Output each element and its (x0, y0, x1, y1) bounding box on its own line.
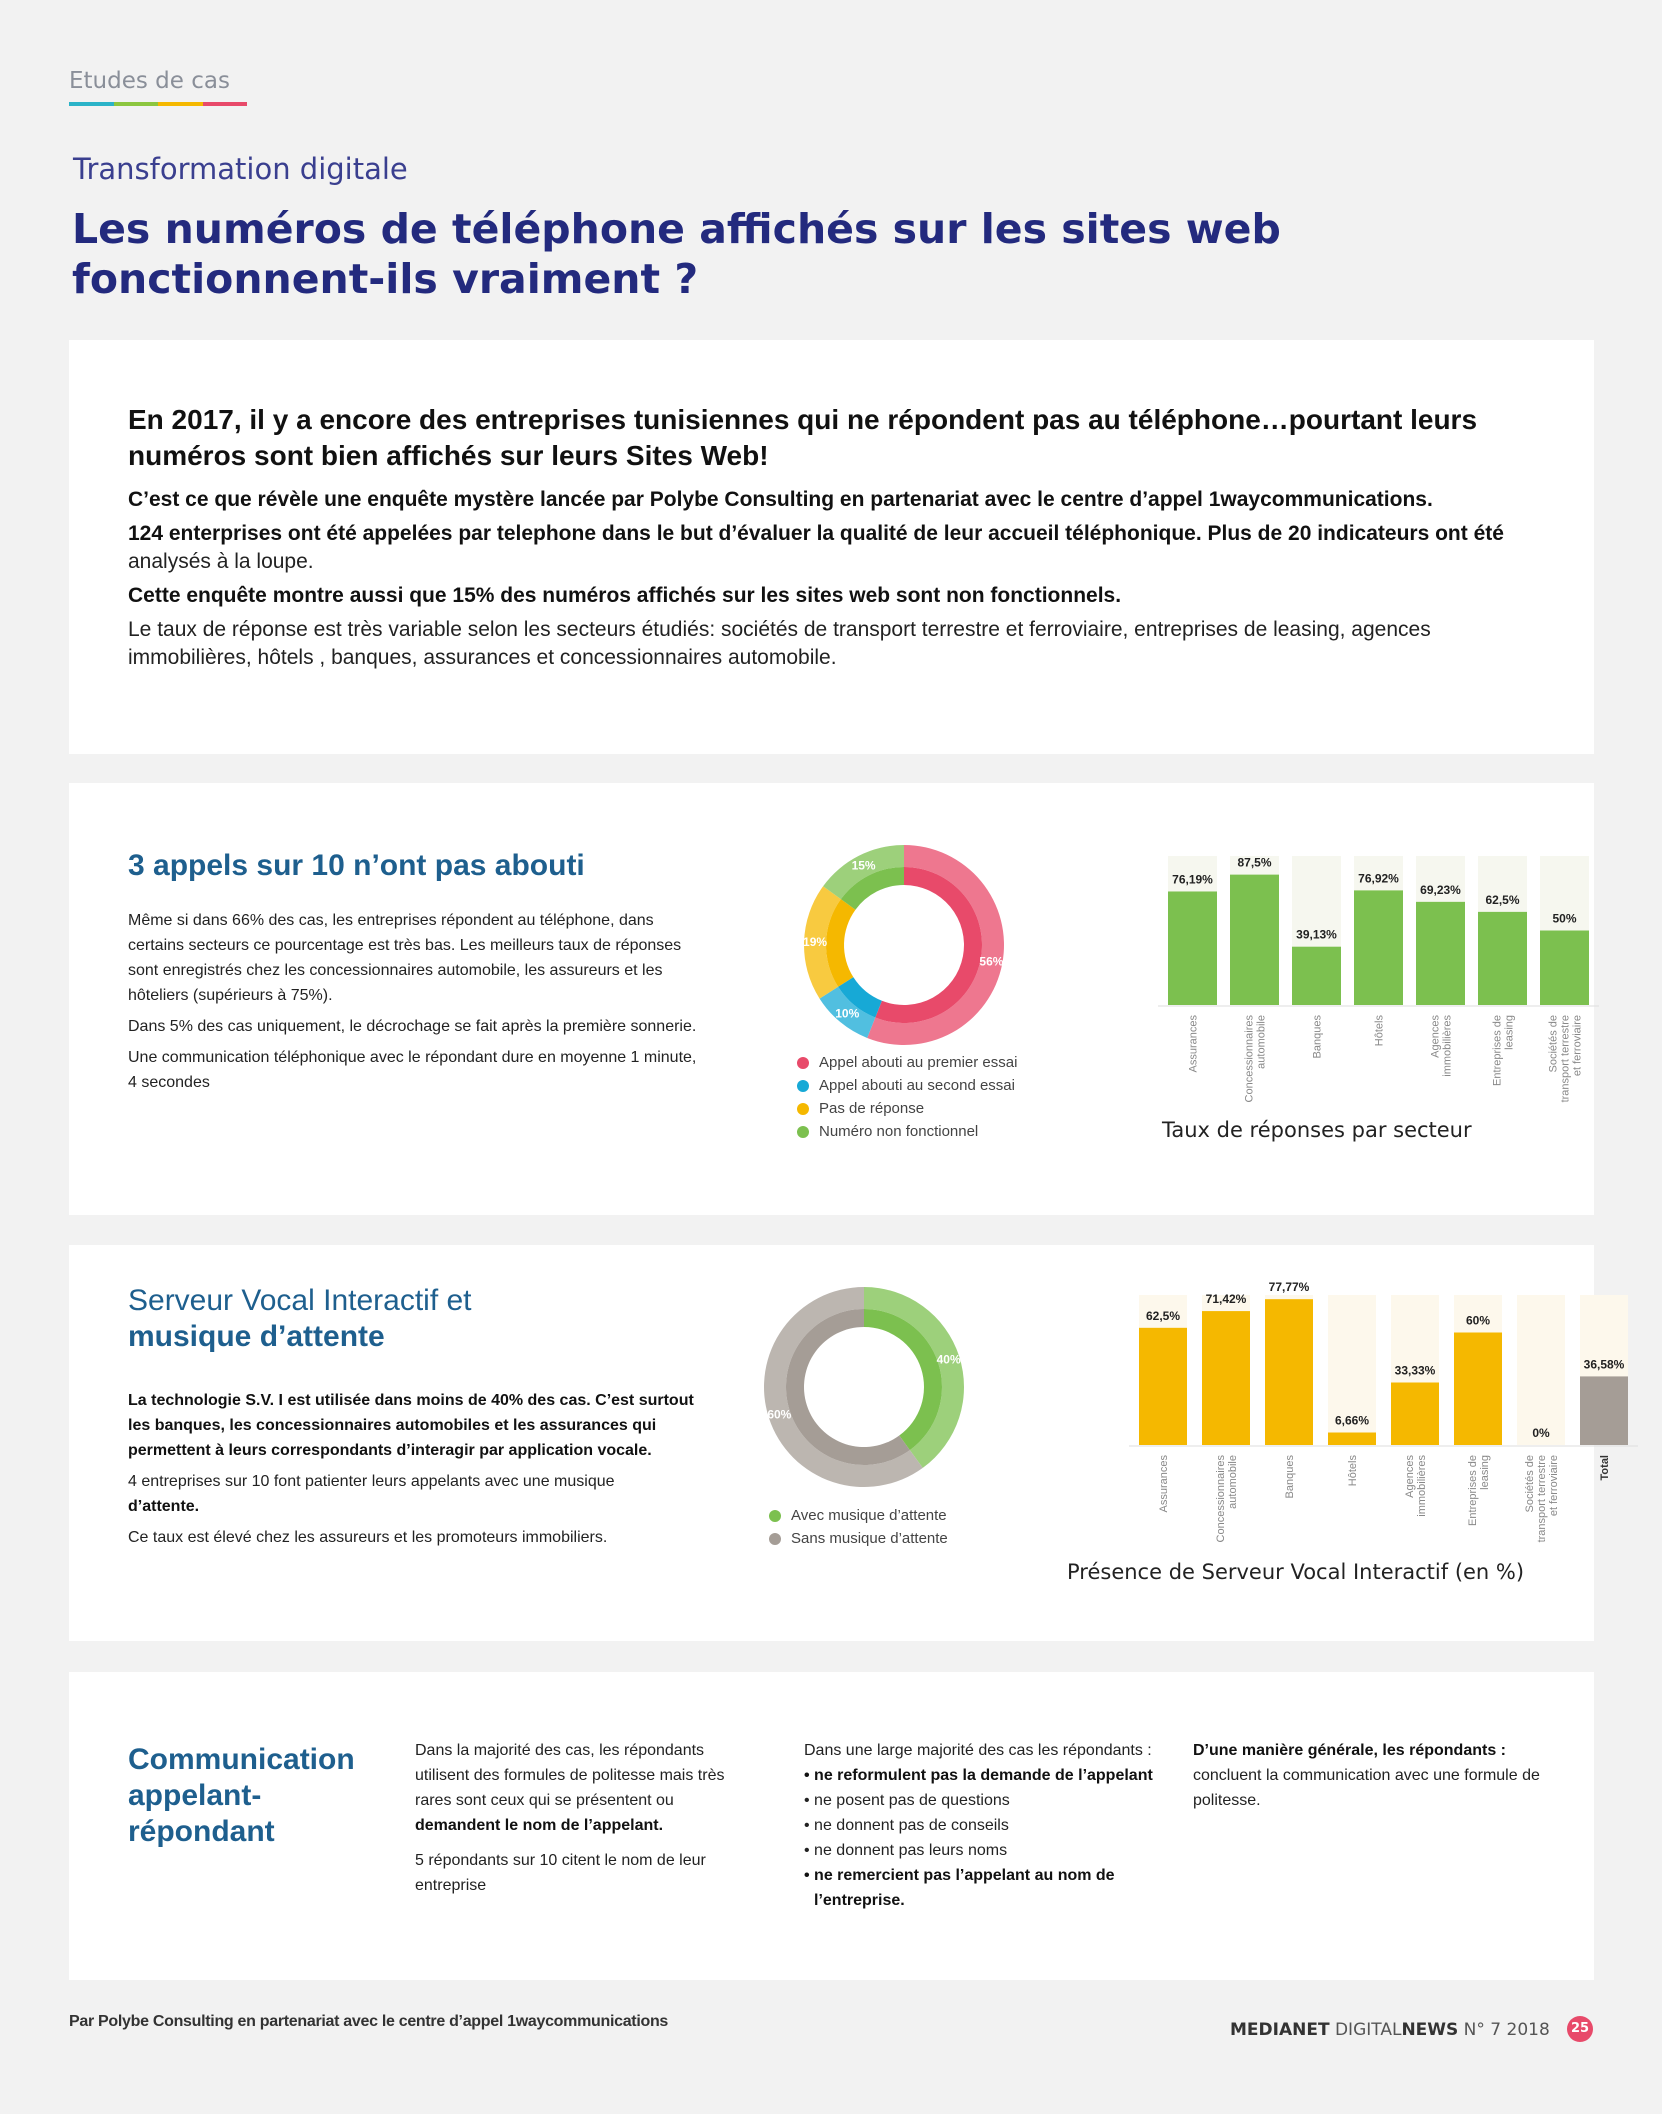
legend-swatch (797, 1057, 809, 1069)
category-label (1492, 1015, 1516, 1086)
intro-lead: En 2017, il y a encore des entreprises tunisiennes qui ne répondent pas au téléphone…pourtant leurs (128, 404, 1478, 435)
tag-bar-segment (158, 102, 203, 106)
intro-lead: numéros sont bien affichés sur leurs Sites Web! (128, 440, 769, 471)
legend-label: Numéro non fonctionnel (819, 1123, 979, 1140)
category-label-line: Assurances (1187, 1015, 1200, 1073)
behaviour-list-item: • ne posent pas de questions (804, 1792, 1010, 1809)
tag-bar-segment (114, 102, 159, 106)
category-label-line: Total (1599, 1455, 1611, 1481)
donut-value-label: 10% (835, 1006, 860, 1021)
bar-value-label: 50% (1552, 911, 1577, 926)
bar (1580, 1376, 1628, 1445)
section-paragraph: Ce taux est élevé chez les assureurs et les promoteurs immobiliers. (128, 1529, 608, 1546)
category-label (1188, 1015, 1200, 1073)
category-label (1599, 1455, 1611, 1480)
category-label (1215, 1455, 1239, 1543)
section-ivr-card (69, 1245, 1625, 1641)
bar-value-label: 39,13% (1296, 927, 1337, 942)
legend-entry (797, 1120, 1017, 1143)
publication-brand (1230, 2020, 1550, 2040)
section-title-line: appelant- (128, 1779, 262, 1812)
intro-text (128, 402, 1548, 672)
section-title-line: Serveur Vocal Interactif et (128, 1284, 472, 1317)
category-label-line: Assurances (1158, 1455, 1170, 1513)
category-label (1548, 1015, 1584, 1102)
tag-color-bar (69, 102, 247, 106)
behaviour-list-item: • ne donnent pas de conseils (804, 1817, 1009, 1834)
legend-entry (769, 1504, 948, 1527)
bar-value-label: 62,5% (1145, 1308, 1181, 1323)
behaviour-list-item: • ne reformulent pas la demande de l’appelant (804, 1767, 1153, 1784)
bar-value-label: 33,33% (1394, 1363, 1436, 1378)
category-label-line: Agences (1429, 1015, 1442, 1058)
bar (1478, 912, 1527, 1005)
intro-paragraph: Le taux de réponse est très variable selon les secteurs étudiés: sociétés de transport terrestre et ferroviaire, entreprises de leasing, agences immobilières, hôtels , banques, assurances et concessionnaires automobile. (128, 618, 1431, 669)
category-label-line: Hôtels (1347, 1455, 1359, 1487)
intro-paragraph: Cette enquête montre aussi que 15% des numéros affichés sur les sites web sont non fonctionnels. (128, 584, 1122, 607)
bar (1454, 1333, 1502, 1446)
section-tag: Etudes de cas (69, 68, 230, 94)
legend-entry (797, 1074, 1017, 1097)
behaviour-list (804, 1763, 1164, 1913)
category-label-line: Banques (1311, 1015, 1324, 1059)
bar (1168, 891, 1217, 1005)
legend-label: Appel abouti au premier essai (819, 1054, 1018, 1071)
category-label (1374, 1015, 1386, 1047)
intro-paragraph: C’est ce que révèle une enquête mystère lancée par Polybe Consulting en partenariat avec le centre d’appel 1waycommunications. (128, 488, 1433, 511)
tag-bar-segment (203, 102, 248, 106)
category-label-line: Banques (1284, 1455, 1296, 1499)
brand-part: MEDIANET (1230, 2020, 1330, 2040)
bar (1416, 902, 1465, 1005)
category-label (1244, 1015, 1268, 1103)
legend-entry (769, 1527, 948, 1550)
category-label-line: Entreprises de (1467, 1455, 1479, 1526)
communication-column (804, 1738, 1164, 1913)
page-title-line: fonctionnent-ils vraiment ? (72, 255, 699, 303)
section-paragraph: Dans 5% des cas uniquement, le décrochage se fait après la première sonnerie. (128, 1018, 697, 1035)
column-paragraph: Dans la majorité des cas, les répondants utilisent des formules de politesse mais très rares sont ceux qui se présentent ou (415, 1742, 725, 1809)
legend-swatch (769, 1510, 781, 1522)
bar (1139, 1328, 1187, 1445)
page-title (72, 204, 1372, 304)
chart-title: Présence de Serveur Vocal Interactif (en %) (1067, 1560, 1525, 1584)
section-title-line: musique d’attente (128, 1320, 385, 1353)
column-paragraph: D’une manière générale, les répondants : (1193, 1742, 1506, 1759)
call-outcome-legend (797, 1051, 1017, 1143)
category-label (1312, 1015, 1324, 1059)
category-label (1404, 1455, 1428, 1517)
category-label-line: leasing (1479, 1455, 1491, 1490)
behaviour-list-item: l’entreprise. (814, 1892, 905, 1909)
section-title-line: Communication (128, 1743, 355, 1776)
behaviour-list-item: • ne donnent pas leurs noms (804, 1842, 1008, 1859)
category-label-line: Hôtels (1373, 1015, 1386, 1047)
category-label-line: Concessionnaires (1243, 1015, 1256, 1103)
section-paragraph: 4 entreprises sur 10 font patienter leurs appelants avec une musique (128, 1473, 615, 1490)
legend-label: Sans musique d’attente (791, 1530, 948, 1547)
column-paragraph: demandent le nom de l’appelant. (415, 1817, 664, 1834)
donut-value-label: 15% (851, 858, 876, 873)
legend-label: Avec musique d’attente (791, 1507, 947, 1524)
music-donut-chart (759, 1282, 1019, 1492)
bar (1202, 1311, 1250, 1445)
category-label-line: Sociétés de (1547, 1015, 1560, 1073)
bar (1354, 890, 1403, 1005)
legend-swatch (769, 1533, 781, 1545)
legend-label: Pas de réponse (819, 1100, 925, 1117)
section-text (128, 908, 708, 1095)
communication-column (1193, 1738, 1553, 1813)
legend-entry (797, 1097, 1017, 1120)
section-paragraph: Une communication téléphonique avec le répondant dure en moyenne 1 minute, 4 secondes (128, 1049, 697, 1091)
bar (1328, 1433, 1376, 1445)
category-label (1347, 1455, 1359, 1487)
page-title-line: Les numéros de téléphone affichés sur les sites web (72, 205, 1281, 253)
category-label (1430, 1015, 1454, 1077)
category-label (1467, 1455, 1491, 1526)
category-label-line: transport terrestre (1536, 1455, 1548, 1543)
page-number-badge: 25 (1567, 2016, 1593, 2042)
legend-swatch (797, 1080, 809, 1092)
bar (1230, 875, 1279, 1005)
kicker: Transformation digitale (73, 152, 408, 186)
bar (1292, 947, 1341, 1005)
bar-value-label: 6,66% (1334, 1413, 1370, 1428)
bar-value-label: 76,19% (1172, 872, 1213, 887)
bar (1540, 931, 1589, 1006)
section-paragraph: d’attente. (128, 1498, 200, 1515)
bar-value-label: 77,77% (1268, 1280, 1310, 1295)
bar-value-label: 87,5% (1237, 855, 1272, 870)
category-label-line: Agences (1404, 1455, 1416, 1498)
category-label-line: Concessionnaires (1215, 1455, 1227, 1543)
bar-value-label: 69,23% (1420, 882, 1461, 897)
issue-number: N° 7 2018 (1458, 2020, 1550, 2040)
category-label-line: et ferroviaire (1548, 1455, 1560, 1517)
legend-swatch (797, 1126, 809, 1138)
category-label-line: automobile (1255, 1015, 1268, 1069)
ivr-bar-chart (1049, 1280, 1625, 1585)
category-label-line: Entreprises de (1491, 1015, 1504, 1086)
column-paragraph: Dans une large majorité des cas les répondants : (804, 1742, 1152, 1759)
category-label-line: Sociétés de (1524, 1455, 1536, 1513)
bar-background (1517, 1295, 1565, 1445)
donut-value-label: 19% (803, 935, 828, 950)
call-outcome-donut-chart (799, 840, 1059, 1050)
section-title-line: répondant (128, 1815, 275, 1848)
section-title: 3 appels sur 10 n’ont pas abouti (128, 849, 585, 882)
bar-value-label: 76,92% (1358, 871, 1399, 886)
brand-part: DIGITAL (1329, 2020, 1402, 2040)
column-paragraph: 5 répondants sur 10 citent le nom de leur entreprise (415, 1852, 706, 1894)
intro-paragraph: 124 enterprises ont été appelées par telephone dans le but d’évaluer la qualité de leur accueil téléphonique. Plus de 20 indicateurs ont été (128, 522, 1504, 545)
legend-label: Appel abouti au second essai (819, 1077, 1015, 1094)
donut-value-label: 40% (936, 1352, 961, 1367)
category-label-line: transport terrestre (1559, 1015, 1572, 1103)
category-label-line: et ferroviaire (1571, 1015, 1584, 1077)
music-legend (769, 1504, 948, 1550)
column-paragraph: concluent la communication avec une formule de politesse. (1193, 1767, 1540, 1809)
bar-value-label: 36,58% (1583, 1357, 1625, 1372)
footer-credit: Par Polybe Consulting en partenariat avec le centre d’appel 1waycommunications (69, 2013, 669, 2030)
category-label-line: immobilières (1416, 1455, 1428, 1517)
bar-value-label: 0% (1532, 1426, 1550, 1440)
section-title (128, 1283, 472, 1355)
donut-value-label: 56% (979, 954, 1004, 969)
category-label (1158, 1455, 1170, 1513)
category-label-line: immobilières (1441, 1015, 1454, 1077)
intro-card (69, 340, 1594, 754)
section-calls-card (69, 783, 1594, 1215)
bar (1391, 1383, 1439, 1445)
legend-swatch (797, 1103, 809, 1115)
section-paragraph: La technologie S.V. I est utilisée dans moins de 40% des cas. C’est surtout les banques, les concessionnaires automobiles et les assurances qui permettent à leurs correspondants d’interagir par application vocale. (128, 1392, 694, 1459)
section-communication-card (69, 1672, 1594, 1980)
intro-paragraph: analysés à la loupe. (128, 550, 314, 573)
behaviour-list-item: • ne remercient pas l’appelant au nom de (804, 1867, 1115, 1884)
bar-value-label: 71,42% (1205, 1292, 1247, 1307)
bar-value-label: 60% (1465, 1313, 1491, 1328)
donut-value-label: 60% (767, 1407, 792, 1422)
category-label (1284, 1455, 1296, 1499)
section-paragraph: Même si dans 66% des cas, les entreprises répondent au téléphone, dans certains secteurs ce pourcentage est très bas. Les meilleurs taux de réponses sont enregistrés chez les concessionnaires automobile, les assureurs et les hôteliers (supérieurs à 75%). (128, 912, 682, 1004)
tag-bar-segment (69, 102, 114, 106)
section-text (128, 1388, 708, 1550)
category-label (1524, 1455, 1560, 1542)
communication-column (415, 1738, 735, 1898)
category-label-line: leasing (1503, 1015, 1516, 1050)
section-title (128, 1742, 355, 1850)
legend-entry (797, 1051, 1017, 1074)
chart-title: Taux de réponses par secteur (1162, 1118, 1472, 1142)
bar-value-label: 62,5% (1485, 892, 1520, 907)
brand-part: NEWS (1401, 2020, 1459, 2040)
category-label-line: automobile (1227, 1455, 1239, 1509)
bar (1265, 1299, 1313, 1445)
